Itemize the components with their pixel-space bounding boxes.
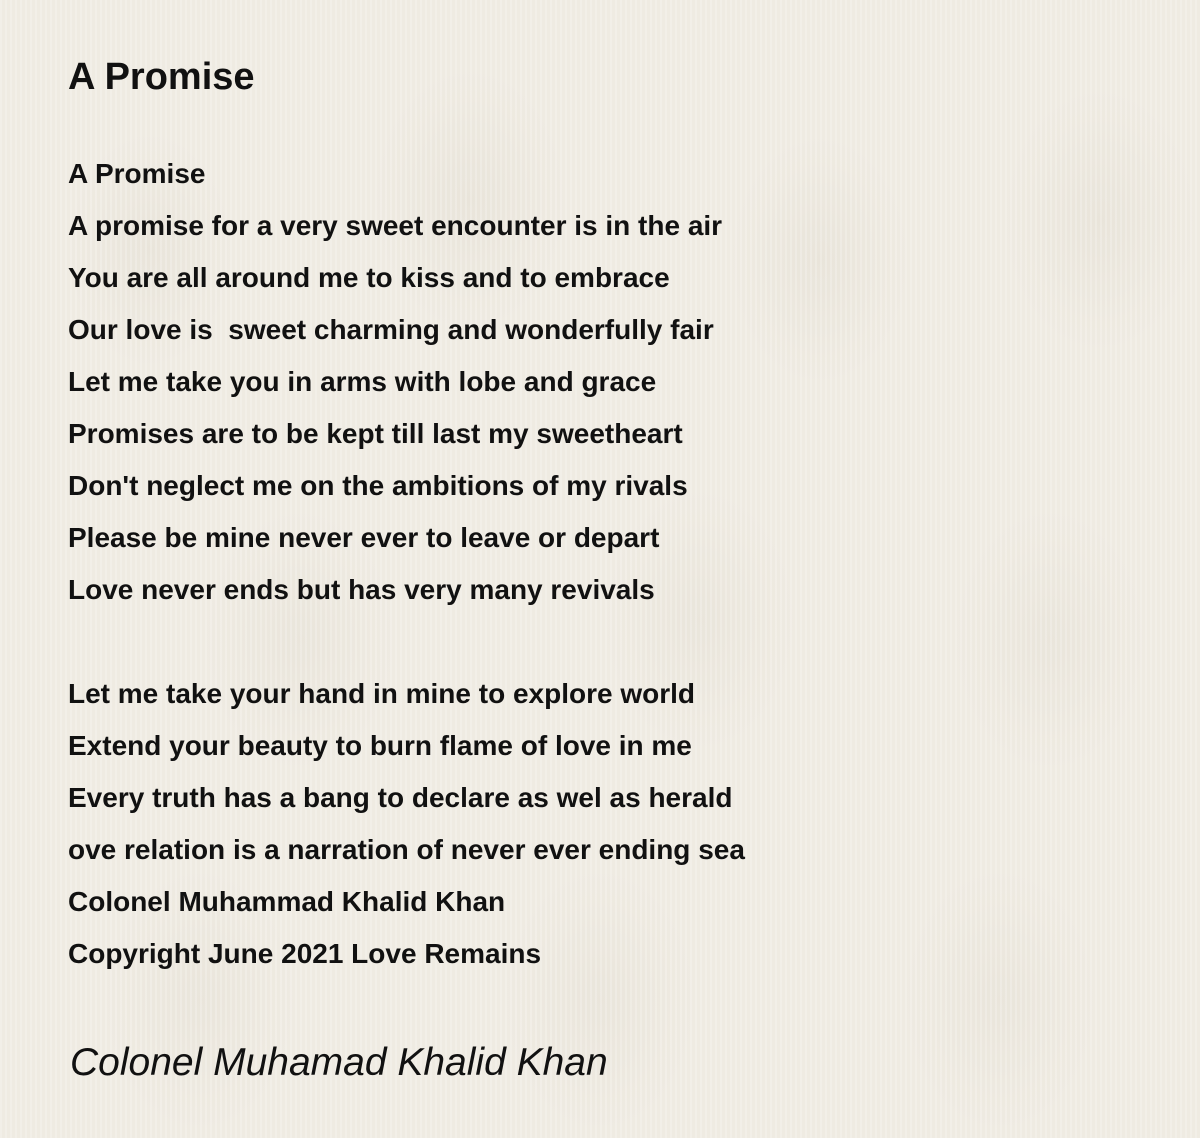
- page-title: A Promise: [68, 56, 255, 98]
- poem-line: ove relation is a narration of never ever ending sea: [68, 834, 745, 865]
- poem-line: A Promise: [68, 158, 206, 189]
- poem-line: Let me take you in arms with lobe and grace: [68, 366, 657, 397]
- poem-line: Love never ends but has very many revivals: [68, 574, 655, 605]
- poem-line: Our love is sweet charming and wonderfully fair: [68, 314, 714, 345]
- poem-line: Let me take your hand in mine to explore world: [68, 678, 696, 709]
- poem-line: Every truth has a bang to declare as wel as herald: [68, 782, 733, 813]
- poem-line: Extend your beauty to burn flame of love in me: [68, 730, 692, 761]
- poem-content: [68, 52, 1148, 980]
- author-signature: Colonel Muhamad Khalid Khan: [70, 1041, 608, 1084]
- stanza-break: [68, 616, 1148, 668]
- poem-line: Don't neglect me on the ambitions of my rivals: [68, 470, 688, 501]
- poem-body: [68, 148, 1148, 980]
- poem-line: Copyright June 2021 Love Remains: [68, 938, 542, 969]
- poem-line: Please be mine never ever to leave or depart: [68, 522, 660, 553]
- poem-line: A promise for a very sweet encounter is in the air: [68, 210, 723, 241]
- poem-line: You are all around me to kiss and to embrace: [68, 262, 670, 293]
- poem-line: Colonel Muhammad Khalid Khan: [68, 886, 506, 917]
- poem-line: Promises are to be kept till last my sweetheart: [68, 418, 683, 449]
